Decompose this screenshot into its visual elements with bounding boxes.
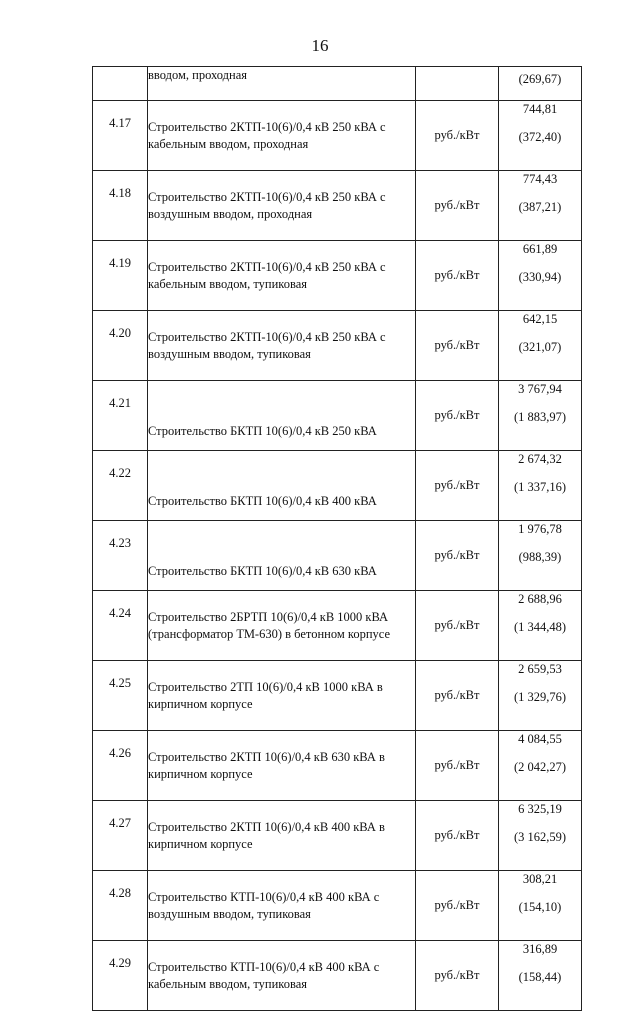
row-number: 4.23 <box>93 521 148 591</box>
row-number: 4.24 <box>93 591 148 661</box>
row-description <box>148 871 416 941</box>
row-number-cell <box>93 67 148 101</box>
row-number: 4.17 <box>93 101 148 171</box>
row-description <box>148 381 416 451</box>
row-number: 4.19 <box>93 241 148 311</box>
row-description-line-1: Строительство БКТП 10(6)/0,4 кВ 400 кВА <box>148 494 377 508</box>
row-description-line-1: Строительство 2КТП-10(6)/0,4 кВ 250 кВА с <box>148 119 386 134</box>
row-value-cell <box>499 171 582 241</box>
row-value: 6 325,19 <box>518 802 562 816</box>
row-value-cell <box>499 731 582 801</box>
row-description <box>148 591 416 661</box>
row-description <box>148 101 416 171</box>
table-row <box>93 731 582 801</box>
row-unit: руб./кВт <box>416 381 499 451</box>
row-value: 4 084,55 <box>518 732 562 746</box>
row-unit: руб./кВт <box>416 171 499 241</box>
row-value-cell <box>499 941 582 1011</box>
row-value-cell <box>499 871 582 941</box>
row-description-line-2: кирпичном корпусе <box>148 696 253 711</box>
table-row <box>93 941 582 1011</box>
row-unit: руб./кВт <box>416 241 499 311</box>
row-description-line-1: Строительство 2КТП-10(6)/0,4 кВ 250 кВА с <box>148 329 386 344</box>
row-value-half: (269,67) <box>518 72 562 86</box>
row-description-line-1: Строительство БКТП 10(6)/0,4 кВ 250 кВА <box>148 424 377 438</box>
row-value-half: (1 337,16) <box>513 480 567 494</box>
row-value: 308,21 <box>522 872 558 886</box>
row-value: 2 674,32 <box>518 452 562 466</box>
table-row <box>93 311 582 381</box>
row-description <box>148 661 416 731</box>
row-description <box>148 311 416 381</box>
row-unit: руб./кВт <box>416 101 499 171</box>
row-number: 4.20 <box>93 311 148 381</box>
row-description-line-1: Строительство КТП-10(6)/0,4 кВ 400 кВА с <box>148 959 380 974</box>
table-row <box>93 801 582 871</box>
row-value-half: (988,39) <box>518 550 562 564</box>
row-description <box>148 451 416 521</box>
table-row <box>93 381 582 451</box>
table-row <box>93 101 582 171</box>
table-row <box>93 171 582 241</box>
row-description-line-2: (трансформатор ТМ-630) в бетонном корпусе <box>148 626 391 641</box>
row-description-line-2: кабельным вводом, проходная <box>148 136 309 151</box>
table-row <box>93 661 582 731</box>
row-description-line-1: Строительство 2КТП-10(6)/0,4 кВ 250 кВА с <box>148 259 386 274</box>
row-description-line-1: Строительство КТП-10(6)/0,4 кВ 400 кВА с <box>148 889 380 904</box>
row-description-line-1: Строительство 2КТП-10(6)/0,4 кВ 250 кВА с <box>148 189 386 204</box>
row-number: 4.18 <box>93 171 148 241</box>
row-value: 744,81 <box>522 102 558 116</box>
row-description-line-2: кирпичном корпусе <box>148 766 253 781</box>
row-value: 642,15 <box>522 312 558 326</box>
row-value: 1 976,78 <box>518 522 562 536</box>
row-value: 2 688,96 <box>518 592 562 606</box>
row-description-line-2: воздушным вводом, тупиковая <box>148 906 311 921</box>
row-value-half: (2 042,27) <box>513 760 567 774</box>
table-row <box>93 591 582 661</box>
row-description <box>148 731 416 801</box>
row-value-half: (1 883,97) <box>513 410 567 424</box>
row-value: 3 767,94 <box>518 382 562 396</box>
tariff-table <box>92 66 582 1011</box>
row-value-cell <box>499 311 582 381</box>
row-unit: руб./кВт <box>416 661 499 731</box>
row-number: 4.28 <box>93 871 148 941</box>
row-description-line-1: Строительство 2КТП 10(6)/0,4 кВ 400 кВА в <box>148 819 385 834</box>
row-value-cell <box>499 67 582 101</box>
row-value: 774,43 <box>522 172 558 186</box>
row-unit: руб./кВт <box>416 311 499 381</box>
row-unit: руб./кВт <box>416 451 499 521</box>
row-value-half: (387,21) <box>518 200 562 214</box>
row-description <box>148 941 416 1011</box>
row-description <box>148 241 416 311</box>
row-description-line-2: воздушным вводом, проходная <box>148 206 313 221</box>
table-row <box>93 241 582 311</box>
row-number: 4.27 <box>93 801 148 871</box>
row-value-cell <box>499 101 582 171</box>
row-description-line-1: Строительство БКТП 10(6)/0,4 кВ 630 кВА <box>148 564 377 578</box>
row-value-cell <box>499 381 582 451</box>
row-value: 316,89 <box>522 942 558 956</box>
row-description: вводом, проходная <box>148 67 416 101</box>
row-number: 4.21 <box>93 381 148 451</box>
row-description <box>148 801 416 871</box>
row-number: 4.25 <box>93 661 148 731</box>
row-unit: руб./кВт <box>416 871 499 941</box>
row-value-cell <box>499 591 582 661</box>
table-row <box>93 871 582 941</box>
row-unit: руб./кВт <box>416 801 499 871</box>
table-row <box>93 451 582 521</box>
row-value-half: (154,10) <box>518 900 562 914</box>
row-value-half: (330,94) <box>518 270 562 284</box>
row-description-line-2: кабельным вводом, тупиковая <box>148 276 308 291</box>
row-unit: руб./кВт <box>416 521 499 591</box>
row-value-cell <box>499 241 582 311</box>
row-value-half: (1 329,76) <box>513 690 567 704</box>
row-description-line-1: Строительство 2ТП 10(6)/0,4 кВ 1000 кВА в <box>148 679 383 694</box>
row-unit: руб./кВт <box>416 731 499 801</box>
row-description-line-2: воздушным вводом, тупиковая <box>148 346 311 361</box>
row-value: 2 659,53 <box>518 662 562 676</box>
row-value-cell <box>499 451 582 521</box>
row-number: 4.26 <box>93 731 148 801</box>
row-value-half: (1 344,48) <box>513 620 567 634</box>
row-value-cell <box>499 801 582 871</box>
row-unit <box>416 67 499 101</box>
row-description <box>148 521 416 591</box>
row-number: 4.22 <box>93 451 148 521</box>
row-value-half: (321,07) <box>518 340 562 354</box>
page-number: 16 <box>311 36 329 55</box>
table-row-continuation <box>93 67 582 101</box>
row-description-line-1: Строительство 2КТП 10(6)/0,4 кВ 630 кВА в <box>148 749 385 764</box>
row-value-half: (158,44) <box>518 970 562 984</box>
table-row <box>93 521 582 591</box>
row-description-line-2: кирпичном корпусе <box>148 836 253 851</box>
row-unit: руб./кВт <box>416 941 499 1011</box>
row-description-line-2: кабельным вводом, тупиковая <box>148 976 308 991</box>
row-description <box>148 171 416 241</box>
row-number: 4.29 <box>93 941 148 1011</box>
row-unit: руб./кВт <box>416 591 499 661</box>
row-value-half: (372,40) <box>518 130 562 144</box>
row-value-half: (3 162,59) <box>513 830 567 844</box>
row-value: 661,89 <box>522 242 558 256</box>
row-value-cell <box>499 661 582 731</box>
row-value-cell <box>499 521 582 591</box>
row-description-line-1: Строительство 2БРТП 10(6)/0,4 кВ 1000 кВА <box>148 609 389 624</box>
